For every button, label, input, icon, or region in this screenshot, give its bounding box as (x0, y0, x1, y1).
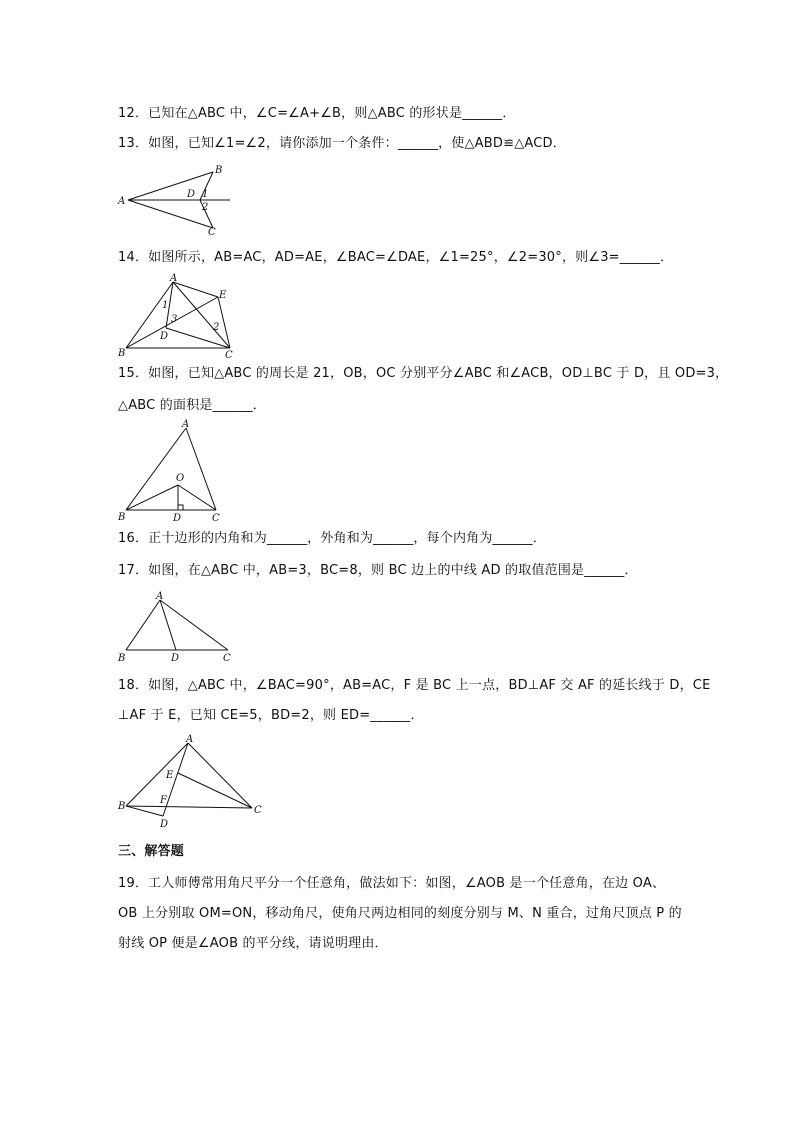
figure-17 (118, 588, 238, 664)
question-19-line-3: 射线 OP 便是∠AOB 的平分线，请说明理由． (118, 936, 388, 951)
fig17-label-a: A (156, 591, 164, 602)
question-13: 13．如图，已知∠1=∠2，请你添加一个条件：______，使△ABD≌△ACD． (118, 136, 566, 151)
fig18-label-b: B (118, 801, 126, 812)
fig18-label-f: F (160, 795, 167, 806)
fig13-label-a: A (118, 196, 126, 207)
question-15-line-2: △ABC 的面积是______． (118, 398, 266, 413)
figure-18 (118, 733, 268, 831)
fig15-label-c: C (212, 513, 220, 524)
fig14-label-a: A (170, 273, 178, 284)
fig13-angle-1: 1 (202, 189, 209, 200)
question-19-line-1: 19．工人师傅常用角尺平分一个任意角，做法如下：如图，∠AOB 是一个任意角，在边 OA、 (118, 876, 666, 891)
fig13-label-d: D (187, 189, 196, 200)
fig13-label-b: B (215, 165, 223, 176)
figure-15 (118, 418, 238, 526)
question-19-line-2: OB 上分别取 OM=ON，移动角尺，使角尺两边相同的刻度分别与 M、N 重合，过角尺顶点 P 的 (118, 906, 682, 921)
fig13-angle-2: 2 (202, 202, 209, 213)
question-18-line-2: ⊥AF 于 E，已知 CE=5，BD=2，则 ED=______． (118, 708, 424, 723)
fig15-label-d: D (173, 513, 182, 524)
fig17-label-d: D (171, 653, 180, 664)
fig17-label-b: B (118, 653, 126, 664)
fig14-angle-1: 1 (162, 300, 169, 311)
question-14: 14．如图所示，AB=AC，AD=AE，∠BAC=∠DAE，∠1=25°，∠2=30°，则∠3=______． (118, 250, 674, 265)
question-18-line-1: 18．如图，△ABC 中，∠BAC=90°，AB=AC，F 是 BC 上一点，BD⊥AF 交 AF 的延长线于 D，CE (118, 678, 711, 693)
fig18-label-c: C (254, 805, 262, 816)
fig18-label-d: D (160, 819, 169, 830)
question-17: 17．如图，在△ABC 中，AB=3，BC=8，则 BC 边上的中线 AD 的取值范围是______． (118, 563, 638, 578)
question-16: 16．正十边形的内角和为______，外角和为______，每个内角为______． (118, 531, 546, 546)
figure-14 (118, 272, 248, 360)
section-heading-3: 三、解答题 (118, 844, 185, 859)
fig15-label-o: O (176, 473, 185, 484)
fig14-label-b: B (118, 348, 126, 359)
figure-13 (118, 160, 238, 238)
fig14-label-d: D (160, 331, 169, 342)
fig18-label-e: E (166, 770, 174, 781)
fig14-angle-2: 2 (213, 322, 220, 333)
fig15-label-a: A (182, 419, 190, 430)
fig18-label-a: A (186, 734, 194, 745)
fig17-label-c: C (223, 653, 231, 664)
question-12: 12．已知在△ABC 中，∠C=∠A+∠B，则△ABC 的形状是______． (118, 106, 516, 121)
fig15-label-b: B (118, 512, 126, 523)
question-15-line-1: 15．如图，已知△ABC 的周长是 21，OB，OC 分别平分∠ABC 和∠ACB，OD⊥BC 于 D，且 OD=3， (118, 366, 729, 381)
fig14-label-c: C (225, 350, 233, 361)
fig13-label-c: C (208, 227, 216, 238)
fig14-label-e: E (219, 290, 227, 301)
fig14-angle-3: 3 (171, 314, 178, 325)
